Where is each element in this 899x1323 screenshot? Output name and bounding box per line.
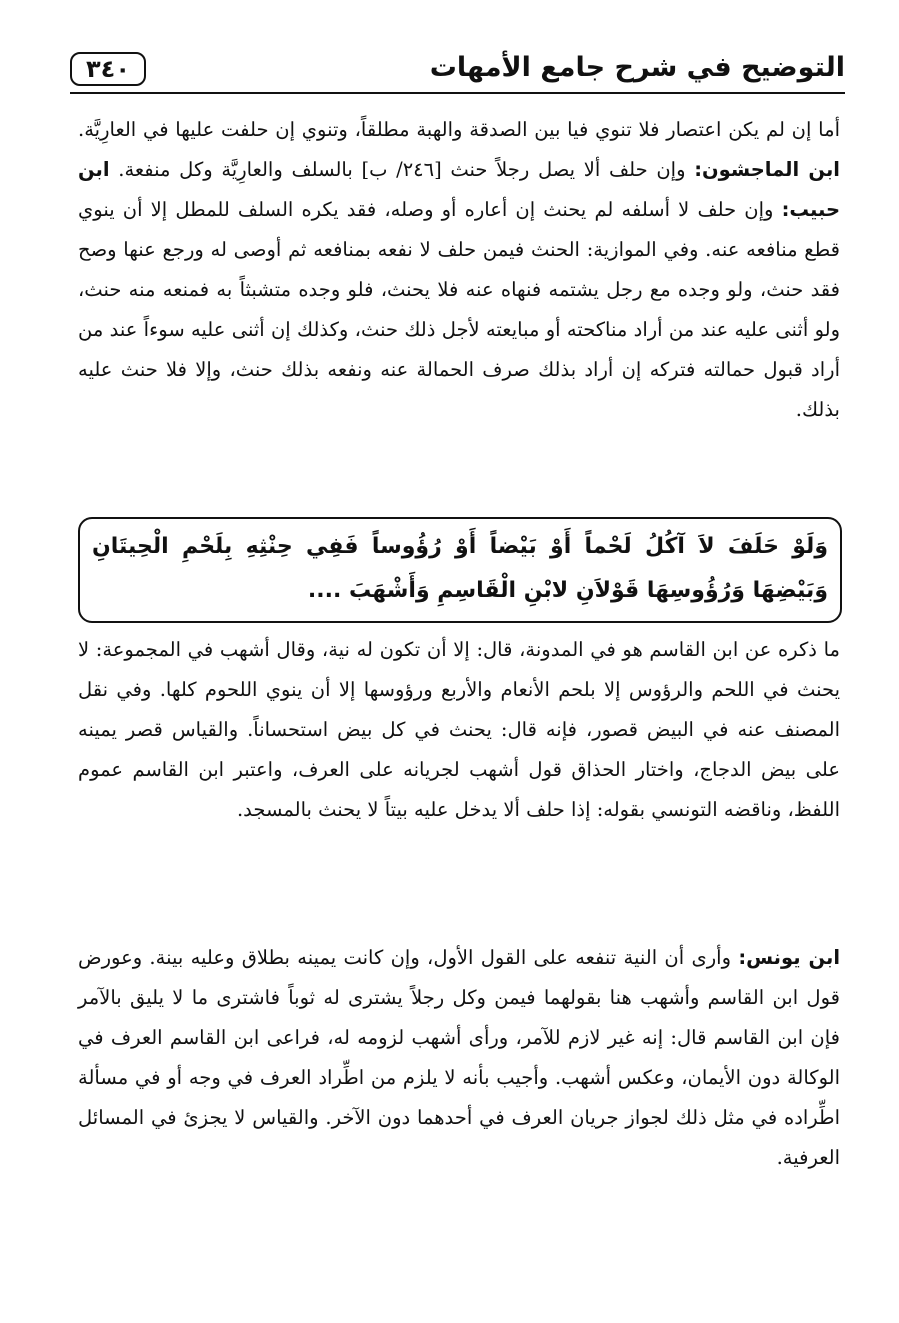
commentary-paragraph-1 <box>78 110 840 430</box>
page-header <box>70 48 845 98</box>
matn-text: وَلَوْ حَلَفَ لاَ آكُلُ لَحْماً أَوْ بَيْضاً أَوْ رُؤُوساً فَفِي حِنْثِهِ بِلَحْمِ الْحِيتَانِ وَبَيْضِهَا وَرُؤُوسِهَا قَوْلاَنِ لابْنِ الْقَاسِمِ وَأَشْهَبَ .... <box>92 534 828 603</box>
running-title: التوضيح في شرح جامع الأمهات <box>429 52 845 83</box>
commentary-paragraph-3 <box>78 938 840 1178</box>
paragraph-text: أما إن لم يكن اعتصار فلا تنوي فيا بين الصدقة والهبة مطلقاً، وتنوي إن حلفت عليها في العارِيَّة. <box>78 118 840 141</box>
header-rule <box>70 92 845 94</box>
page-number: ٣٤٠ <box>70 52 146 86</box>
paragraph-text: وإن حلف لا أسلفه لم يحنث إن أعاره أو وصله، فقد يكره السلف للمطل إلا أن ينوي قطع منافعه عنه. وفي الموازية: الحنث فيمن حلف لا نفعه بمنافعه ثم أوصى له ورجع عنها وصح فقد حنث، ولو وجده مع رجل يشتمه فنهاه عنه فلا يحنث، فلو وجده متشبثاً به فمنعه منه حنث، ولو أثنى عليه عند من أراد مناكحته أو مبايعته لأجل ذلك حنث، وكذلك إن أثنى عليه سوءاً عند من أراد قبول حمالته فتركه إن أراد بذلك صرف الحمالة عنه ونفعه بذلك حنث، وإلا فلا حنث عليه بذلك. <box>78 198 840 421</box>
author-name-ibn-al-majishun: ابن الماجشون: <box>694 158 840 181</box>
commentary-paragraph-2 <box>78 630 840 830</box>
matn-box <box>78 517 842 623</box>
author-name-ibn-yunus: ابن يونس: <box>738 946 840 969</box>
author-name-ibn-habib: ابن حبيب: <box>78 158 840 221</box>
paragraph-text: وأرى أن النية تنفعه على القول الأول، وإن كانت يمينه بطلاق وعليه بينة. وعورض قول ابن القاسم وأشهب هنا بقولهما فيمن وكل رجلاً يشترى له ثوباً فاشترى ما لا يليق بالآمر فإن ابن القاسم قال: إنه غير لازم للآمر، ورأى أشهب لزومه له، فراعى ابن القاسم العرف في الوكالة دون الأيمان، وعكس أشهب. وأجيب بأنه لا يلزم من اطِّراد العرف في وجه أو في مسألة اطِّراده في مثل ذلك لجواز جريان العرف في أحدهما دون الآخر. والقياس لا يجزئ في المسائل العرفية. <box>78 946 840 1169</box>
paragraph-text: ما ذكره عن ابن القاسم هو في المدونة، قال: إلا أن تكون له نية، وقال أشهب في المجموعة: لا يحنث في اللحم والرؤوس إلا بلحم الأنعام والأربع ورؤوسها إلا أن ينوي اللحوم كلها. وفي نقل المصنف عنه في البيض قصور، فإنه قال: يحنث في كل بيض استحساناً. والقياس قصر يمينه على بيض الدجاج، واختار الحذاق قول أشهب لجريانه على العرف، واعتبر ابن القاسم عموم اللفظ، وناقضه التونسي بقوله: إذا حلف ألا يدخل عليه بيتاً لا يحنث بالمسجد. <box>78 638 840 821</box>
paragraph-text: وإن حلف ألا يصل رجلاً حنث [٢٤٦/ ب] بالسلف والعارِيَّة وكل منفعة. <box>118 158 686 181</box>
